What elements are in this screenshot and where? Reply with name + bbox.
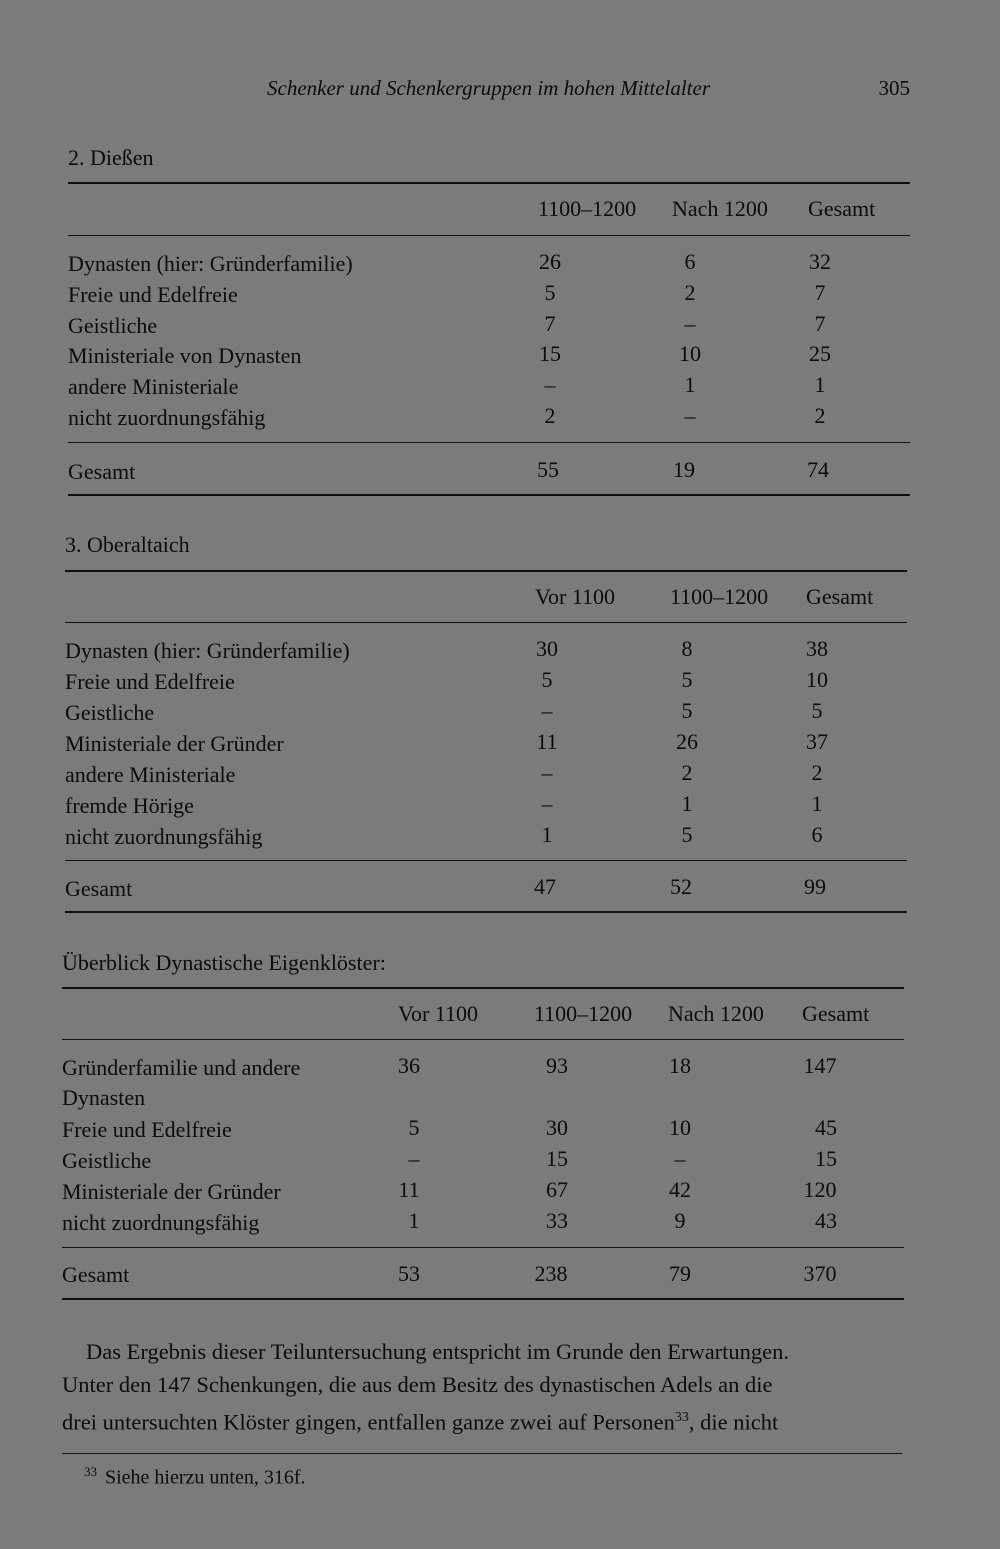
row-label: Geistliche [68,313,158,338]
cell: 1 [814,372,826,397]
running-head [62,76,910,106]
row-label: Dynasten (hier: Gründerfamilie) [68,251,353,276]
cell: 30 [536,636,558,661]
body-line: Das Ergebnis dieser Teiluntersuchung entspricht im Grunde den Erwartungen. [86,1339,790,1364]
cell: 53 [398,1261,420,1286]
cell: 93 [546,1053,568,1078]
page-number: 305 [878,76,910,100]
cell: 1 [811,791,823,816]
cell: 2 [544,403,556,428]
cell: 8 [681,636,693,661]
table-title: Überblick Dynastische Eigenklöster: [62,950,386,975]
cell: – [541,760,553,785]
cell: 26 [676,729,698,754]
total-label: Gesamt [65,876,133,901]
row-label: andere Ministeriale [68,374,239,399]
cell: 6 [811,822,823,847]
table-bottom-rule [65,911,907,913]
row-label-continued: Dynasten [62,1085,146,1110]
table-top-rule [68,182,910,184]
column-header: Gesamt [806,584,874,609]
cell: 52 [670,874,692,899]
cell: 19 [673,457,695,482]
cell: 120 [803,1177,837,1202]
cell: 15 [539,341,561,366]
cell: 2 [811,760,823,785]
footnote-rule [62,1453,902,1454]
row-label: Freie und Edelfreie [65,669,235,694]
cell: 370 [803,1261,837,1286]
footnote-marker[interactable]: 33 [674,1410,689,1425]
total-rule [68,442,910,443]
cell: 7 [814,280,826,305]
table-bottom-rule [62,1298,904,1300]
cell: 5 [544,280,556,305]
column-header: Gesamt [802,1001,870,1026]
cell: 30 [546,1115,568,1140]
cell: 25 [809,341,831,366]
row-label: Ministeriale der Gründer [65,731,284,756]
table-top-rule [65,570,907,572]
row-label: nicht zuordnungsfähig [65,824,263,849]
cell: 5 [681,822,693,847]
row-label: Gründerfamilie und andere [62,1055,301,1080]
cell: 2 [684,280,696,305]
total-rule [65,860,907,861]
row-label: nicht zuordnungsfähig [62,1210,260,1235]
cell: 43 [815,1208,837,1233]
cell: 5 [408,1115,420,1140]
cell: 47 [534,874,556,899]
cell: 10 [679,341,701,366]
row-label: Dynasten (hier: Gründerfamilie) [65,638,350,663]
cell: 238 [534,1261,568,1286]
body-line: Unter den 147 Schenkungen, die aus dem Besitz des dynastischen Adels an die [62,1372,773,1397]
row-label: Freie und Edelfreie [68,282,238,307]
table-top-rule [62,987,904,989]
column-header: Nach 1200 [668,1001,764,1026]
cell: 18 [669,1053,691,1078]
cell: 26 [539,249,561,274]
row-label: Ministeriale der Gründer [62,1179,281,1204]
row-label: Ministeriale von Dynasten [68,343,302,368]
cell: – [684,311,696,336]
cell: – [541,698,553,723]
running-title: Schenker und Schenkergruppen im hohen Mittelalter [267,76,711,100]
cell: 1 [681,791,693,816]
cell: 7 [544,311,556,336]
column-header: Gesamt [808,196,876,221]
cell: 38 [806,636,828,661]
row-label: nicht zuordnungsfähig [68,405,266,430]
row-label: Freie und Edelfreie [62,1117,232,1142]
cell: 5 [681,667,693,692]
total-label: Gesamt [68,459,136,484]
total-rule [62,1247,904,1248]
cell: 2 [681,760,693,785]
cell: 5 [541,667,553,692]
cell: 74 [807,457,829,482]
cell: 67 [546,1177,568,1202]
footnote [84,1464,306,1490]
body-paragraph [62,1335,902,1439]
cell: 99 [804,874,826,899]
row-label: Geistliche [62,1148,152,1173]
table-title: 3. Oberaltaich [65,532,190,557]
cell: 15 [815,1146,837,1171]
cell: 1 [408,1208,420,1233]
cell: – [541,791,553,816]
row-label: fremde Hörige [65,793,194,818]
cell: 5 [811,698,823,723]
header-rule [62,1039,904,1040]
cell: – [684,403,696,428]
cell: 10 [669,1115,691,1140]
cell: 32 [809,249,831,274]
column-header: Vor 1100 [535,584,616,609]
column-header: 1100–1200 [670,584,769,609]
body-text-segment: , die nicht [688,1409,779,1435]
cell: 5 [681,698,693,723]
cell: 36 [398,1053,420,1078]
cell: 55 [537,457,559,482]
body-line [62,1401,902,1439]
cell: 11 [398,1177,420,1202]
footnote-number: 33 [84,1464,97,1479]
body-text-segment: drei untersuchten Klöster gingen, entfallen ganze zwei auf Personen [62,1409,675,1435]
cell: – [674,1146,686,1171]
cell: 79 [669,1261,691,1286]
column-header: Vor 1100 [398,1001,479,1026]
cell: 1 [684,372,696,397]
cell: 11 [536,729,558,754]
cell: 10 [806,667,828,692]
table-title: 2. Dießen [68,145,154,170]
row-label: andere Ministeriale [65,762,236,787]
cell: 147 [803,1053,837,1078]
header-rule [68,235,910,236]
cell: 7 [814,311,826,336]
cell: 6 [684,249,696,274]
footnote-text: Siehe hierzu unten, 316f. [105,1466,306,1489]
cell: 9 [674,1208,686,1233]
total-label: Gesamt [62,1262,130,1287]
cell: 15 [546,1146,568,1171]
cell: 2 [814,403,826,428]
table-bottom-rule [68,494,910,496]
column-header: Nach 1200 [672,196,768,221]
cell: – [544,372,556,397]
cell: 37 [806,729,828,754]
header-rule [65,622,907,623]
cell: 1 [541,822,553,847]
cell: 42 [669,1177,691,1202]
column-header: 1100–1200 [538,196,637,221]
cell: 45 [815,1115,837,1140]
cell: 33 [546,1208,568,1233]
column-header: 1100–1200 [534,1001,633,1026]
cell: – [408,1146,420,1171]
row-label: Geistliche [65,700,155,725]
